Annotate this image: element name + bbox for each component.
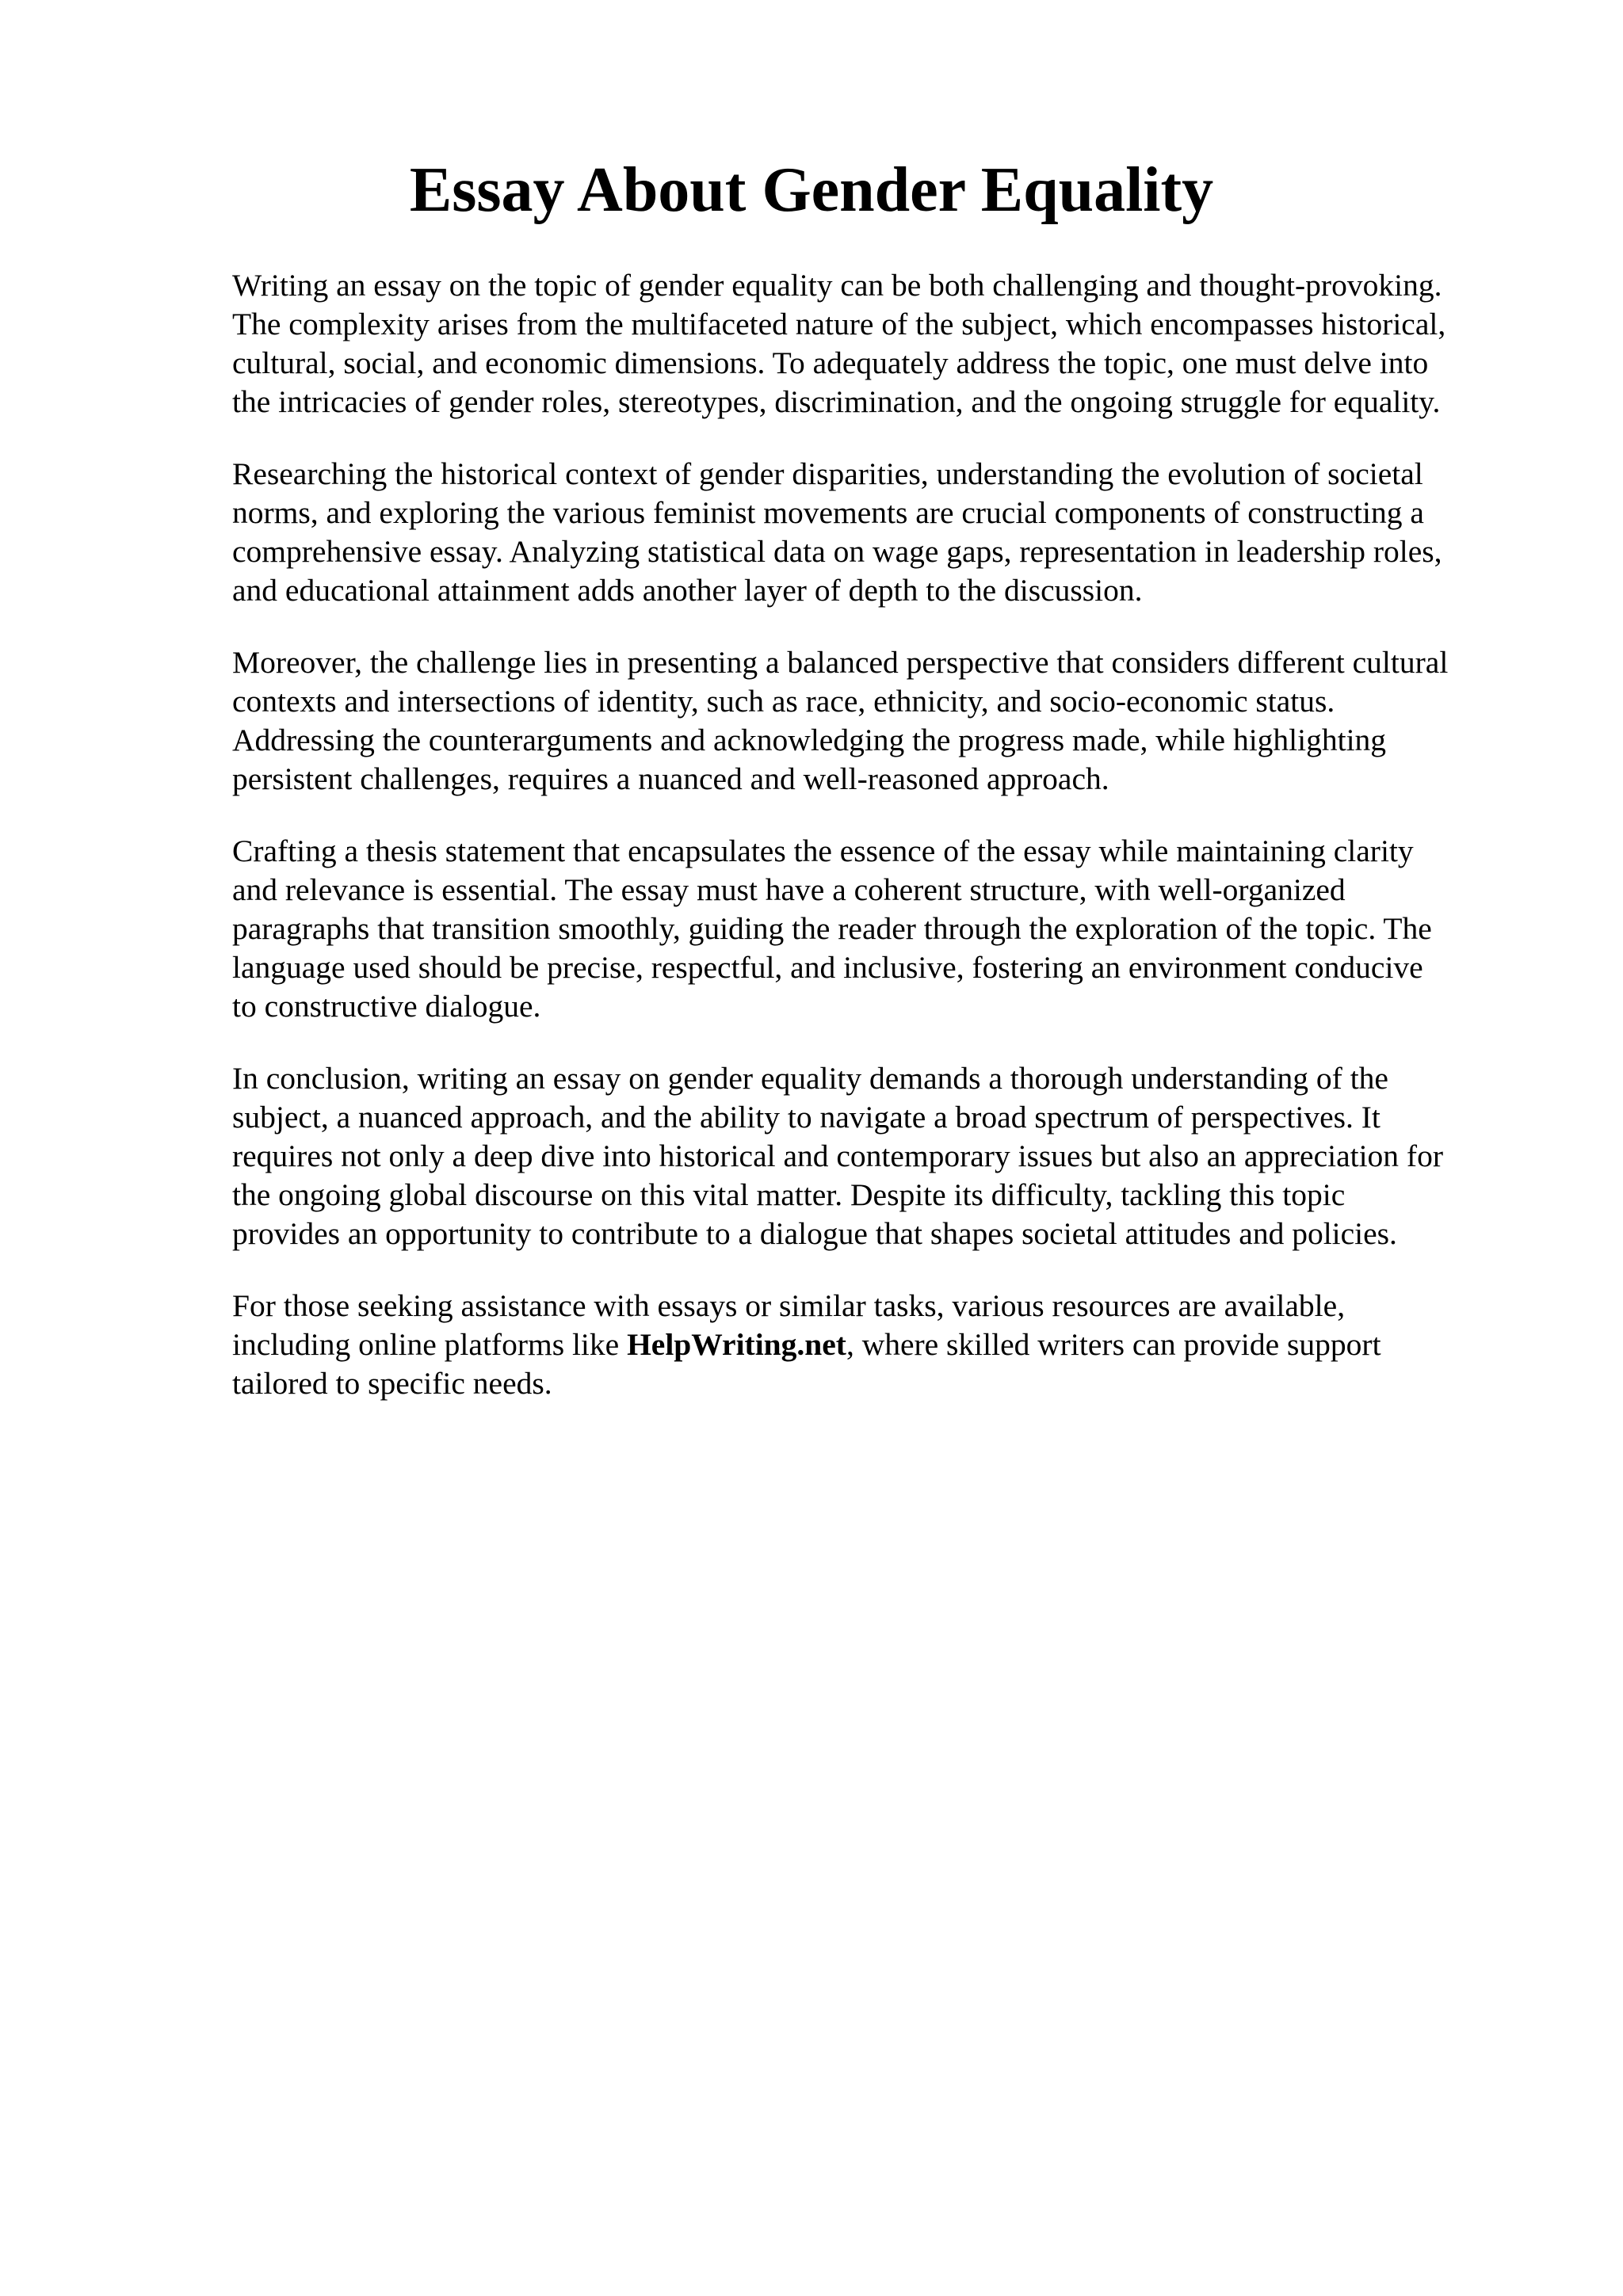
text-line: For those seeking assistance with essays or similar tasks, various resources are available, (232, 1288, 1346, 1323)
paragraph-closing (232, 1287, 1532, 1403)
text-line: The complexity arises from the multifaceted nature of the subject, which encompasses historical, (232, 307, 1446, 341)
text-line: tailored to specific needs. (232, 1366, 552, 1401)
text-line: Researching the historical context of gender disparities, understanding the evolution of societal (232, 456, 1423, 491)
text-line: the intricacies of gender roles, stereotypes, discrimination, and the ongoing struggle for equality. (232, 384, 1441, 419)
paragraph-4 (232, 832, 1532, 1026)
paragraph-1 (232, 266, 1532, 421)
text-line: Crafting a thesis statement that encapsulates the essence of the essay while maintaining clarity (232, 833, 1414, 868)
text-line: cultural, social, and economic dimensions. To adequately address the topic, one must delve into (232, 345, 1429, 380)
helpwriting-link[interactable]: HelpWriting.net (627, 1327, 846, 1362)
text-line: to constructive dialogue. (232, 989, 541, 1024)
text-line (232, 1325, 1532, 1364)
text-line: Writing an essay on the topic of gender equality can be both challenging and thought-provoking. (232, 268, 1442, 303)
text-line: In conclusion, writing an essay on gender equality demands a thorough understanding of the (232, 1061, 1388, 1096)
text-line: and educational attainment adds another layer of depth to the discussion. (232, 573, 1143, 608)
text-line: subject, a nuanced approach, and the ability to navigate a broad spectrum of perspectives. It (232, 1100, 1381, 1135)
text-segment: , where skilled writers can provide support (846, 1327, 1381, 1362)
text-line: contexts and intersections of identity, such as race, ethnicity, and socio-economic status. (232, 684, 1335, 719)
text-line: norms, and exploring the various feminist movements are crucial components of constructing a (232, 495, 1424, 530)
paragraph-3 (232, 643, 1532, 799)
essay-body (232, 266, 1532, 1436)
text-line: Addressing the counterarguments and acknowledging the progress made, while highlighting (232, 723, 1387, 757)
text-segment: including online platforms like (232, 1327, 628, 1362)
page-title: Essay About Gender Equality (409, 155, 1214, 225)
paragraph-2 (232, 455, 1532, 610)
text-line: Moreover, the challenge lies in presenting a balanced perspective that considers different cultural (232, 645, 1449, 680)
paragraph-5 (232, 1059, 1532, 1253)
text-line: paragraphs that transition smoothly, guiding the reader through the exploration of the topic. The (232, 911, 1432, 946)
text-line: persistent challenges, requires a nuanced and well-reasoned approach. (232, 761, 1109, 796)
text-line: language used should be precise, respectful, and inclusive, fostering an environment conducive (232, 950, 1423, 985)
text-line: comprehensive essay. Analyzing statistical data on wage gaps, representation in leadership roles, (232, 534, 1442, 569)
text-line: requires not only a deep dive into historical and contemporary issues but also an appreciation for (232, 1138, 1443, 1173)
text-line: the ongoing global discourse on this vital matter. Despite its difficulty, tackling this topic (232, 1177, 1346, 1212)
text-line: provides an opportunity to contribute to a dialogue that shapes societal attitudes and policies. (232, 1216, 1397, 1251)
text-line: and relevance is essential. The essay must have a coherent structure, with well-organized (232, 872, 1346, 907)
